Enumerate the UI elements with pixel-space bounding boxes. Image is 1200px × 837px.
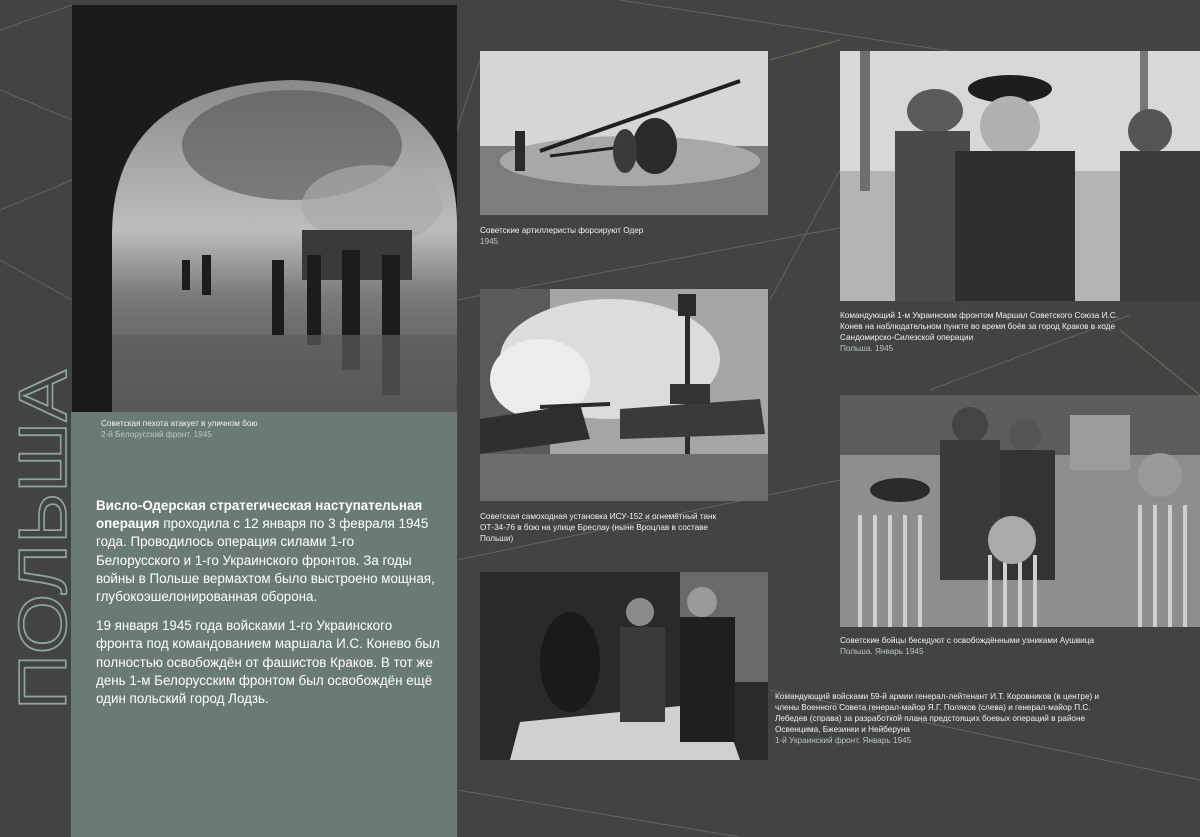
caption-sub: Польша. Январь 1945 <box>840 647 924 656</box>
caption-auschwitz <box>840 635 1180 657</box>
caption-text: Советские бойцы беседуют с освобождёнными узниками Аушвица <box>840 636 1095 645</box>
caption-sub: Польша. 1945 <box>840 344 894 353</box>
main-paragraph-2: 19 января 1945 года войсками 1-го Украинского фронта под командованием маршала И.С. Конево был полностью освобождён от фашистов Краков. В тот же день 1-м Белорусским фронтом был освобождён ещё один польский город Лодзь. <box>96 618 440 707</box>
caption-text: Командующий войсками 59-й армии генерал-лейтенант И.Т. Коровников (в центре) и члены Военного Совета генерал-майор Я.Г. Поляков (слева) и генерал-майор П.С. Лебедев (справа) за разработкой плана предстоящих боевых операций в районе Освенцима, Бжезинки и Нейберуна <box>775 692 1100 734</box>
caption-oder-crossing <box>480 225 768 247</box>
caption-text: Советские артиллеристы форсируют Одер <box>480 226 644 235</box>
page-title-text: ПОЛЬША <box>5 412 81 710</box>
page-title <box>5 370 81 715</box>
caption-staff-map <box>775 691 1105 746</box>
paragraph-1-rest: проходила с 12 января по 3 февраля 1945 года. Проводилось операция силами 1-го Белорусского и 1-го Украинского фронтов. За годы войны в Польше вермахтом было выстроено мощная, глубокоэшелонированная оборона. <box>96 516 435 605</box>
caption-street-battle <box>101 418 401 440</box>
caption-sub: 2-й Белорусский фронт. 1945 <box>101 430 212 439</box>
operation-name: Висло-Одерская стратегическая наступательная операция <box>96 498 423 532</box>
photo-staff-map <box>480 572 768 760</box>
caption-text: Советская пехота атакует в уличном бою <box>101 419 258 428</box>
caption-sub: 1945 <box>480 237 499 246</box>
caption-sub: 1-й Украинский фронт. Январь 1945 <box>775 736 912 745</box>
caption-konev <box>840 310 1140 354</box>
main-paragraph-1 <box>96 497 441 606</box>
caption-text: Командующий 1-м Украинским фронтом Маршал Советского Союза И.С. Конев на наблюдательном пункте во время боёв за город Краков в ходе Сандомирско-Силезской операции <box>840 311 1118 342</box>
caption-breslau-tanks <box>480 511 742 544</box>
photo-auschwitz <box>840 395 1200 627</box>
caption-text: Советская самоходная установка ИСУ-152 и огнемётный танк ОТ-34-76 в бою на улице Бреслау (ныне Вроцлав в составе Польши) <box>480 512 717 543</box>
main-text <box>96 497 441 719</box>
photo-konev <box>840 51 1200 301</box>
photo-breslau-tanks <box>480 289 768 501</box>
photo-oder-crossing <box>480 51 768 215</box>
photo-street-battle <box>72 5 457 412</box>
